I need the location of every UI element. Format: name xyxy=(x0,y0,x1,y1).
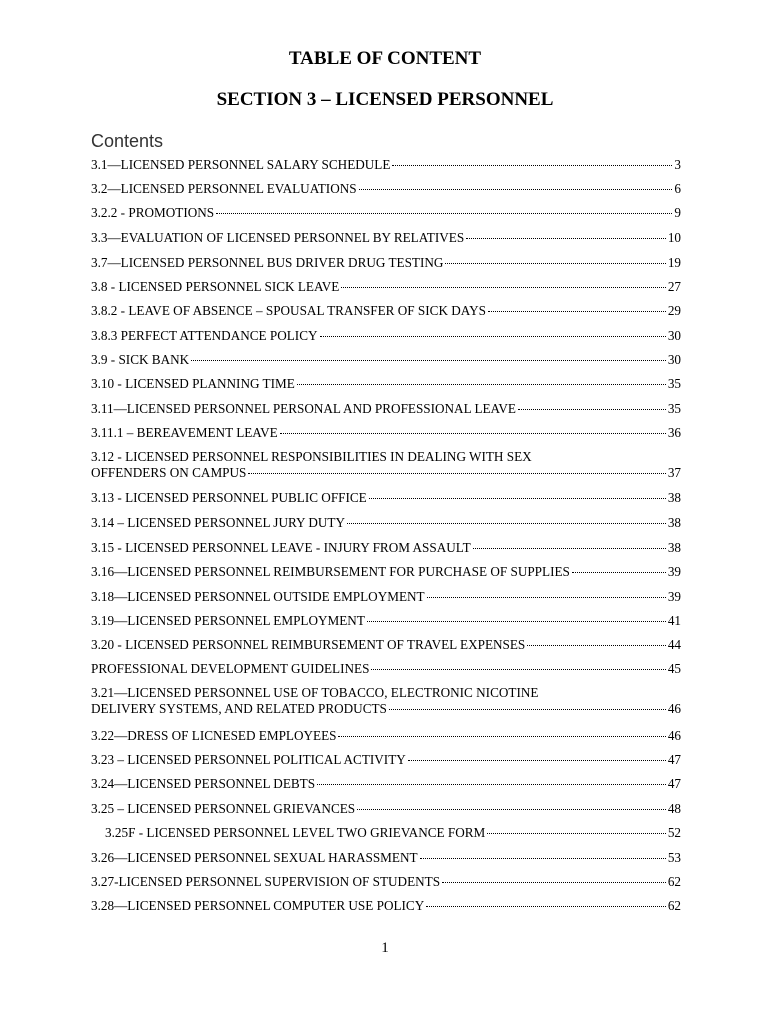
toc-entry-page: 39 xyxy=(667,589,681,604)
toc-entry-page: 37 xyxy=(667,465,681,480)
toc-entry[interactable] xyxy=(91,230,681,246)
toc-entry-title: 3.14 – LICENSED PERSONNEL JURY DUTY xyxy=(91,515,345,530)
toc-entry[interactable] xyxy=(91,661,681,677)
dot-leader xyxy=(572,572,666,573)
dot-leader xyxy=(487,833,666,834)
toc-entry-page: 39 xyxy=(667,564,681,579)
toc-entry-page: 30 xyxy=(667,328,681,343)
dot-leader xyxy=(488,311,666,312)
toc-entry-title: 3.11.1 – BEREAVEMENT LEAVE xyxy=(91,425,278,440)
toc-entry-page: 35 xyxy=(667,376,681,391)
toc-entry[interactable] xyxy=(91,728,681,744)
toc-entry[interactable] xyxy=(91,776,681,792)
toc-entry-page: 10 xyxy=(667,230,681,245)
toc-entry[interactable] xyxy=(91,589,681,605)
toc-entry[interactable] xyxy=(91,255,681,271)
dot-leader xyxy=(359,189,673,190)
toc-entry-title: 3.16—LICENSED PERSONNEL REIMBURSEMENT FOR PURCHASE OF SUPPLIES xyxy=(91,564,570,579)
toc-entry[interactable] xyxy=(91,303,681,319)
dot-leader xyxy=(297,384,666,385)
toc-entry[interactable] xyxy=(91,449,681,481)
toc-entry-title: 3.25F - LICENSED PERSONNEL LEVEL TWO GRIEVANCE FORM xyxy=(105,825,486,840)
dot-leader xyxy=(427,597,666,598)
dot-leader xyxy=(338,736,665,737)
toc-entry-title: 3.8.3 PERFECT ATTENDANCE POLICY xyxy=(91,328,318,343)
toc-entry-title: 3.27-LICENSED PERSONNEL SUPERVISION OF STUDENTS xyxy=(91,874,441,889)
toc-entry-title: 3.3—EVALUATION OF LICENSED PERSONNEL BY RELATIVES xyxy=(91,230,465,245)
toc-entry[interactable] xyxy=(91,425,681,441)
toc-entry-title: 3.10 - LICENSED PLANNING TIME xyxy=(91,376,295,391)
toc-entry-page: 36 xyxy=(667,425,681,440)
toc-entry-page: 53 xyxy=(667,850,681,865)
toc-entry[interactable] xyxy=(91,898,681,914)
toc-entry-title: 3.1—LICENSED PERSONNEL SALARY SCHEDULE xyxy=(91,157,391,172)
dot-leader xyxy=(369,498,666,499)
toc-entry-page: 6 xyxy=(674,181,681,196)
toc-entry[interactable] xyxy=(91,279,681,295)
dot-leader xyxy=(389,709,666,710)
dot-leader xyxy=(442,882,666,883)
toc-entry-title: 3.25 – LICENSED PERSONNEL GRIEVANCES xyxy=(91,801,356,816)
toc-entry-title: PROFESSIONAL DEVELOPMENT GUIDELINES xyxy=(91,661,370,676)
toc-entry-page: 38 xyxy=(667,540,681,555)
dot-leader xyxy=(347,523,666,524)
toc-entry[interactable] xyxy=(91,685,681,717)
toc-entry-title-line1: 3.21—LICENSED PERSONNEL USE OF TOBACCO, ELECTRONIC NICOTINE xyxy=(91,685,539,700)
toc-entry-title: 3.15 - LICENSED PERSONNEL LEAVE - INJURY FROM ASSAULT xyxy=(91,540,471,555)
dot-leader xyxy=(392,165,672,166)
toc-entry[interactable] xyxy=(91,328,681,344)
dot-leader xyxy=(341,287,665,288)
toc-entry-page: 3 xyxy=(674,157,681,172)
toc-entry[interactable] xyxy=(91,874,681,890)
toc-entry-page: 47 xyxy=(667,752,681,767)
document-title: TABLE OF CONTENT xyxy=(288,48,482,69)
dot-leader xyxy=(420,858,666,859)
toc-entry-title: 3.2.2 - PROMOTIONS xyxy=(91,205,215,220)
toc-entry-title: 3.24—LICENSED PERSONNEL DEBTS xyxy=(91,776,316,791)
toc-entry[interactable] xyxy=(91,540,681,556)
dot-leader xyxy=(408,760,666,761)
toc-entry-page: 19 xyxy=(667,255,681,270)
dot-leader xyxy=(367,621,666,622)
toc-entry[interactable] xyxy=(91,376,681,392)
toc-entry-title: 3.2—LICENSED PERSONNEL EVALUATIONS xyxy=(91,181,357,196)
toc-entry-title: 3.8.2 - LEAVE OF ABSENCE – SPOUSAL TRANSFER OF SICK DAYS xyxy=(91,303,486,318)
toc-entry-title: 3.11—LICENSED PERSONNEL PERSONAL AND PROFESSIONAL LEAVE xyxy=(91,401,516,416)
page-number: 1 xyxy=(381,940,389,956)
toc-entry[interactable] xyxy=(91,205,681,221)
toc-entry-page: 62 xyxy=(667,898,681,913)
toc-entry-title: 3.20 - LICENSED PERSONNEL REIMBURSEMENT OF TRAVEL EXPENSES xyxy=(91,637,526,652)
toc-entry-page: 38 xyxy=(667,515,681,530)
dot-leader xyxy=(518,409,666,410)
toc-entry-title: 3.13 - LICENSED PERSONNEL PUBLIC OFFICE xyxy=(91,490,367,505)
dot-leader xyxy=(280,433,666,434)
toc-entry-title: 3.9 - SICK BANK xyxy=(91,352,190,367)
toc-entry[interactable] xyxy=(91,157,681,173)
toc-entry-page: 9 xyxy=(674,205,681,220)
dot-leader xyxy=(248,473,665,474)
contents-heading: Contents xyxy=(91,131,164,151)
toc-entry-title-line1: 3.12 - LICENSED PERSONNEL RESPONSIBILITIES IN DEALING WITH SEX xyxy=(91,449,532,464)
toc-entry-page: 38 xyxy=(667,490,681,505)
section-title: SECTION 3 – LICENSED PERSONNEL xyxy=(216,89,554,110)
toc-entry-title: 3.23 – LICENSED PERSONNEL POLITICAL ACTIVITY xyxy=(91,752,406,767)
dot-leader xyxy=(320,336,666,337)
dot-leader xyxy=(426,906,666,907)
toc-entry-title: 3.22—DRESS OF LICNESED EMPLOYEES xyxy=(91,728,337,743)
toc-entry[interactable] xyxy=(91,401,681,417)
toc-entry-page: 47 xyxy=(667,776,681,791)
toc-entry-page: 27 xyxy=(667,279,681,294)
toc-entry-page: 45 xyxy=(667,661,681,676)
dot-leader xyxy=(191,360,666,361)
toc-entry-title: 3.7—LICENSED PERSONNEL BUS DRIVER DRUG TESTING xyxy=(91,255,444,270)
toc-entry[interactable] xyxy=(91,850,681,866)
toc-entry-title: DELIVERY SYSTEMS, AND RELATED PRODUCTS xyxy=(91,701,387,716)
toc-entry[interactable] xyxy=(91,825,681,841)
toc-entry-page: 30 xyxy=(667,352,681,367)
toc-entry[interactable] xyxy=(91,564,681,580)
toc-entry-page: 46 xyxy=(667,701,681,716)
toc-entry-title: 3.26—LICENSED PERSONNEL SEXUAL HARASSMENT xyxy=(91,850,418,865)
toc-entry[interactable] xyxy=(91,352,681,368)
dot-leader xyxy=(216,213,672,214)
toc-entry-page: 29 xyxy=(667,303,681,318)
toc-entry-page: 52 xyxy=(667,825,681,840)
dot-leader xyxy=(317,784,666,785)
toc-entry[interactable] xyxy=(91,613,681,629)
toc-entry[interactable] xyxy=(91,515,681,531)
toc-entry[interactable] xyxy=(91,181,681,197)
toc-entry-title: 3.19—LICENSED PERSONNEL EMPLOYMENT xyxy=(91,613,365,628)
toc-entry-title: OFFENDERS ON CAMPUS xyxy=(91,465,247,480)
toc-entry-page: 48 xyxy=(667,801,681,816)
dot-leader xyxy=(473,548,666,549)
toc-entry-title: 3.28—LICENSED PERSONNEL COMPUTER USE POLICY xyxy=(91,898,425,913)
toc-entry-page: 41 xyxy=(667,613,681,628)
toc-entry-page: 44 xyxy=(667,637,681,652)
toc-entry-page: 46 xyxy=(667,728,681,743)
toc-entry[interactable] xyxy=(91,490,681,506)
toc-entry[interactable] xyxy=(91,752,681,768)
toc-entry-page: 35 xyxy=(667,401,681,416)
toc-entry[interactable] xyxy=(91,801,681,817)
toc-entry-title: 3.8 - LICENSED PERSONNEL SICK LEAVE xyxy=(91,279,340,294)
toc-entry-page: 62 xyxy=(667,874,681,889)
dot-leader xyxy=(466,238,666,239)
dot-leader xyxy=(527,645,666,646)
toc-entry-title: 3.18—LICENSED PERSONNEL OUTSIDE EMPLOYMENT xyxy=(91,589,425,604)
dot-leader xyxy=(357,809,666,810)
dot-leader xyxy=(371,669,665,670)
toc-entry[interactable] xyxy=(91,637,681,653)
dot-leader xyxy=(445,263,665,264)
